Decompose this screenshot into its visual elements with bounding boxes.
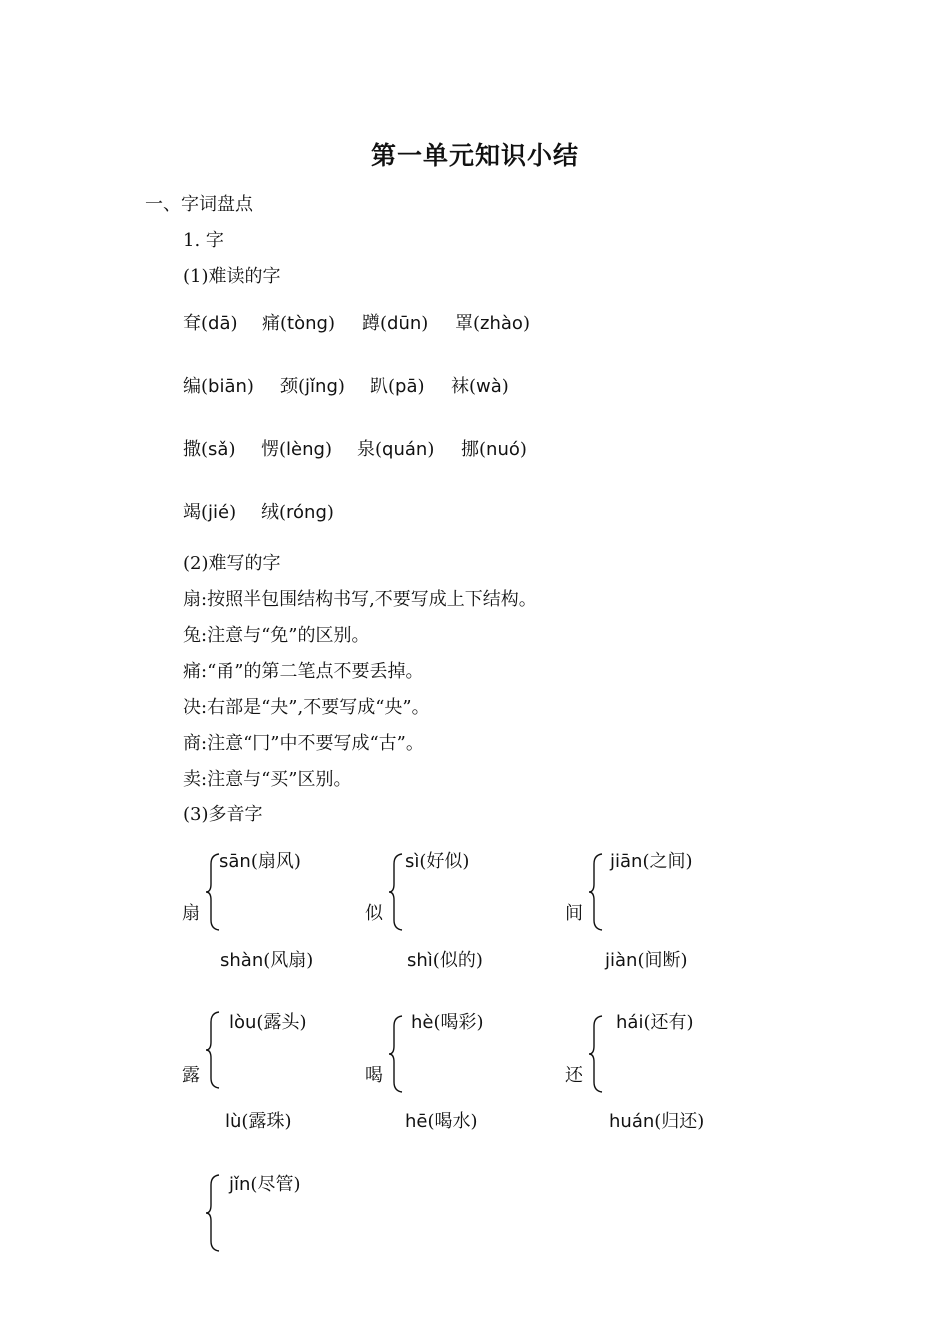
poly-word: (喝彩) xyxy=(433,1012,484,1033)
hard-read-pinyin: zhào xyxy=(480,313,523,334)
hard-read-pinyin: róng xyxy=(286,502,327,523)
page-title: 第一单元知识小结 xyxy=(370,141,579,170)
paren: ( xyxy=(279,502,287,523)
hard-read-item xyxy=(362,309,428,335)
paren: ( xyxy=(201,502,209,523)
hard-read-char: 愣 xyxy=(261,439,279,460)
hard-read-pinyin: sǎ xyxy=(208,439,229,460)
polyphonic-heading: (3)多音字 xyxy=(183,804,263,825)
brace-icon xyxy=(205,1173,225,1253)
hard-read-pinyin: jǐng xyxy=(305,376,338,397)
poly-word: (喝水) xyxy=(427,1111,478,1132)
poly-pinyin: hái xyxy=(616,1012,644,1033)
hard-read-item xyxy=(183,309,238,335)
poly-char: 喝 xyxy=(365,1065,383,1086)
hard-write-line: 痛:“甬”的第二笔点不要丢掉。 xyxy=(183,661,424,682)
hard-read-pinyin: dūn xyxy=(387,313,422,334)
paren: ( xyxy=(479,439,487,460)
poly-pinyin: lòu xyxy=(229,1012,257,1033)
hard-read-item xyxy=(461,435,527,461)
paren: ( xyxy=(388,376,396,397)
section-heading: 一、字词盘点 xyxy=(145,194,253,215)
brace-icon xyxy=(205,1010,225,1090)
hard-write-line: 扇:按照半包围结构书写,不要写成上下结构。 xyxy=(183,589,537,610)
hard-read-pinyin: nuó xyxy=(486,439,520,460)
poly-pinyin: jiān xyxy=(610,851,643,872)
hard-read-char: 袜 xyxy=(451,376,469,397)
paren: ( xyxy=(201,313,209,334)
poly-char: 间 xyxy=(565,903,583,924)
poly-pinyin: shì xyxy=(407,950,433,971)
poly-word: (露头) xyxy=(256,1012,307,1033)
hard-read-char: 蹲 xyxy=(362,313,380,334)
paren: ) xyxy=(519,439,527,460)
hard-read-char: 编 xyxy=(183,376,201,397)
poly-pinyin: sān xyxy=(219,851,251,872)
poly-word: (间断) xyxy=(637,950,688,971)
poly-char: 扇 xyxy=(182,903,200,924)
hard-write-line: 卖:注意与“买”区别。 xyxy=(183,769,352,790)
hard-read-pinyin: biān xyxy=(208,376,247,397)
hard-read-item xyxy=(370,372,425,398)
poly-word: (扇风) xyxy=(250,851,301,872)
hard-read-char: 罩 xyxy=(455,313,473,334)
paren: ) xyxy=(427,439,435,460)
hard-read-item xyxy=(280,372,345,398)
paren: ( xyxy=(279,439,287,460)
poly-word: (尽管) xyxy=(250,1174,301,1195)
hard-read-char: 挪 xyxy=(461,439,479,460)
subsection-heading: 1. 字 xyxy=(183,230,224,251)
hard-read-char: 痛 xyxy=(262,313,280,334)
poly-word: (风扇) xyxy=(263,950,314,971)
paren: ) xyxy=(522,313,530,334)
paren: ( xyxy=(375,439,383,460)
poly-word: (还有) xyxy=(643,1012,694,1033)
hard-read-item xyxy=(455,309,530,335)
hard-read-pinyin: lèng xyxy=(286,439,325,460)
hard-write-line: 决:右部是“夬”,不要写成“央”。 xyxy=(183,697,430,718)
poly-pinyin: jiàn xyxy=(605,950,638,971)
poly-pinyin: jǐn xyxy=(229,1174,251,1195)
hard-read-pinyin: quán xyxy=(382,439,428,460)
brace-icon xyxy=(588,1014,608,1094)
paren: ( xyxy=(473,313,481,334)
paren: ) xyxy=(326,502,334,523)
hard-write-heading: (2)难写的字 xyxy=(183,553,281,574)
hard-read-item xyxy=(451,372,509,398)
poly-pinyin: hē xyxy=(405,1111,428,1132)
poly-word: (似的) xyxy=(432,950,483,971)
hard-read-heading: (1)难读的字 xyxy=(183,266,281,287)
hard-read-pinyin: wà xyxy=(476,376,502,397)
poly-word: (之间) xyxy=(642,851,693,872)
poly-word: (露珠) xyxy=(241,1111,292,1132)
paren: ) xyxy=(501,376,509,397)
hard-read-item xyxy=(183,372,254,398)
hard-read-item xyxy=(262,309,335,335)
paren: ( xyxy=(201,439,209,460)
hard-read-item xyxy=(183,435,235,461)
hard-read-char: 颈 xyxy=(280,376,298,397)
paren: ) xyxy=(337,376,345,397)
poly-char: 还 xyxy=(565,1065,583,1086)
hard-read-item xyxy=(261,435,332,461)
paren: ) xyxy=(228,439,236,460)
hard-write-line: 兔:注意与“免”的区别。 xyxy=(183,625,370,646)
poly-word: (归还) xyxy=(654,1111,705,1132)
hard-read-item xyxy=(261,498,334,524)
poly-word: (好似) xyxy=(419,851,470,872)
poly-pinyin: hè xyxy=(411,1012,434,1033)
paren: ) xyxy=(230,313,238,334)
poly-char: 露 xyxy=(182,1065,200,1086)
hard-read-char: 撒 xyxy=(183,439,201,460)
paren: ) xyxy=(246,376,254,397)
poly-pinyin: shàn xyxy=(220,950,264,971)
hard-read-pinyin: tòng xyxy=(287,313,328,334)
paren: ( xyxy=(380,313,388,334)
brace-icon xyxy=(388,1014,408,1094)
paren: ) xyxy=(324,439,332,460)
poly-pinyin: lù xyxy=(225,1111,242,1132)
brace-icon xyxy=(588,852,608,932)
hard-read-pinyin: pā xyxy=(395,376,418,397)
hard-read-item xyxy=(183,498,236,524)
paren: ( xyxy=(280,313,288,334)
hard-write-line: 商:注意“冂”中不要写成“古”。 xyxy=(183,733,424,754)
poly-pinyin: sì xyxy=(405,851,420,872)
poly-pinyin: huán xyxy=(609,1111,655,1132)
paren: ) xyxy=(417,376,425,397)
paren: ( xyxy=(469,376,477,397)
poly-char: 似 xyxy=(365,903,383,924)
hard-read-char: 趴 xyxy=(370,376,388,397)
paren: ( xyxy=(201,376,209,397)
paren: ) xyxy=(327,313,335,334)
hard-read-pinyin: jié xyxy=(208,502,230,523)
hard-read-char: 绒 xyxy=(261,502,279,523)
hard-read-item xyxy=(357,435,434,461)
hard-read-char: 耷 xyxy=(183,313,201,334)
hard-read-char: 竭 xyxy=(183,502,201,523)
paren: ( xyxy=(298,376,306,397)
paren: ) xyxy=(421,313,429,334)
hard-read-char: 泉 xyxy=(357,439,375,460)
paren: ) xyxy=(229,502,237,523)
hard-read-pinyin: dā xyxy=(208,313,231,334)
